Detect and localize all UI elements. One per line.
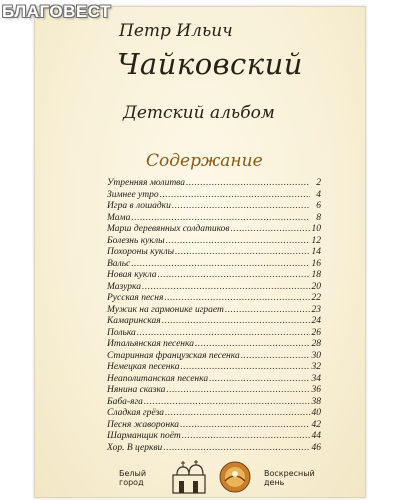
toc-entry bbox=[107, 201, 321, 213]
dot-leader bbox=[182, 431, 310, 443]
toc-entry bbox=[107, 397, 321, 409]
dot-leader bbox=[231, 224, 310, 236]
toc-entry bbox=[107, 339, 321, 351]
table-of-contents bbox=[107, 178, 321, 454]
dot-leader bbox=[180, 420, 310, 432]
dot-leader bbox=[131, 213, 310, 225]
toc-entry-page: 22 bbox=[311, 293, 321, 303]
toc-entry-page: 23 bbox=[311, 304, 321, 315]
toc-entry-page: 16 bbox=[311, 258, 321, 269]
toc-entry bbox=[107, 247, 321, 259]
publisher-voskresnyi-den bbox=[264, 469, 324, 487]
toc-entry bbox=[107, 385, 321, 397]
toc-entry-title: Шарманщик поёт bbox=[107, 431, 181, 441]
toc-entry bbox=[107, 374, 321, 386]
toc-entry bbox=[107, 236, 321, 248]
toc-entry-title: Старинная французская песенка bbox=[107, 350, 240, 361]
publisher-right-line2: день bbox=[264, 478, 285, 487]
dot-leader bbox=[225, 305, 310, 317]
toc-entry-page: 34 bbox=[311, 373, 321, 384]
composer-last-name: Чайковский bbox=[117, 47, 303, 81]
toc-entry-page: 40 bbox=[311, 408, 321, 418]
dot-leader bbox=[163, 443, 310, 455]
toc-entry-page: 42 bbox=[311, 419, 321, 430]
church-logo-icon bbox=[169, 459, 209, 495]
dot-leader bbox=[166, 236, 310, 248]
contents-heading: Содержание bbox=[146, 151, 263, 171]
toc-entry bbox=[107, 213, 321, 225]
dot-leader bbox=[164, 293, 310, 305]
toc-entry bbox=[107, 282, 321, 294]
book-page bbox=[34, 6, 366, 498]
toc-entry-title: Марш деревянных солдатиков bbox=[107, 224, 230, 234]
toc-entry-title: Новая кукла bbox=[107, 270, 157, 280]
toc-entry-page: 2 bbox=[316, 178, 321, 188]
toc-entry-page: 44 bbox=[311, 431, 321, 441]
toc-entry-page: 18 bbox=[311, 270, 321, 280]
dot-leader bbox=[144, 397, 310, 409]
toc-entry-title: Сладкая грёза bbox=[107, 408, 165, 418]
toc-entry-page: 36 bbox=[311, 385, 321, 395]
dot-leader bbox=[142, 282, 310, 294]
toc-entry bbox=[107, 224, 321, 236]
publisher-right-line1: Воскресный bbox=[264, 469, 315, 478]
album-title: Детский альбом bbox=[123, 103, 275, 123]
dot-leader bbox=[137, 328, 310, 340]
toc-entry-page: 12 bbox=[311, 235, 321, 246]
toc-entry-page: 24 bbox=[311, 316, 321, 326]
toc-entry bbox=[107, 443, 321, 455]
dot-leader bbox=[166, 385, 310, 397]
toc-entry bbox=[107, 293, 321, 305]
toc-entry-title: Вальс bbox=[107, 258, 131, 269]
toc-entry-title: Нянина сказка bbox=[107, 385, 166, 395]
toc-entry-title: Немецкая песенка bbox=[107, 362, 180, 372]
toc-entry-title: Мазурка bbox=[107, 281, 141, 292]
dot-leader bbox=[131, 259, 310, 271]
dot-leader bbox=[180, 362, 310, 374]
toc-entry-page: 46 bbox=[311, 442, 321, 453]
dot-leader bbox=[165, 408, 310, 420]
toc-entry-page: 6 bbox=[316, 201, 321, 211]
toc-entry bbox=[107, 362, 321, 374]
toc-entry bbox=[107, 408, 321, 420]
toc-entry-page: 30 bbox=[311, 350, 321, 361]
toc-entry-title: Игра в лошадки bbox=[107, 201, 171, 211]
publisher-left-line1: Белый bbox=[119, 469, 147, 478]
toc-entry-page: 14 bbox=[311, 247, 321, 257]
composer-first-name: Петр Ильич bbox=[119, 21, 233, 41]
toc-entry-title: Баба-яга bbox=[107, 396, 143, 407]
toc-entry bbox=[107, 259, 321, 271]
dot-leader bbox=[162, 316, 310, 328]
toc-entry-title: Камаринская bbox=[107, 316, 161, 326]
toc-entry bbox=[107, 270, 321, 282]
toc-entry-page: 26 bbox=[311, 327, 321, 338]
dot-leader bbox=[160, 190, 310, 202]
dot-leader bbox=[158, 270, 310, 282]
toc-entry-page: 8 bbox=[316, 212, 321, 223]
dot-leader bbox=[241, 351, 310, 363]
toc-entry-title: Болезнь куклы bbox=[107, 235, 165, 246]
toc-entry-title: Неаполитанская песенка bbox=[107, 373, 209, 384]
dot-leader bbox=[195, 339, 310, 351]
dot-leader bbox=[172, 201, 310, 213]
toc-entry-title: Песня жаворонка bbox=[107, 419, 180, 430]
watermark-text: БЛАГОВЕСТ bbox=[2, 2, 111, 21]
toc-entry bbox=[107, 328, 321, 340]
toc-entry-page: 20 bbox=[311, 281, 321, 292]
toc-entry bbox=[107, 305, 321, 317]
toc-entry-title: Итальянская песенка bbox=[107, 339, 194, 349]
toc-entry-page: 28 bbox=[311, 339, 321, 349]
toc-entry-title: Утренняя молитва bbox=[107, 178, 185, 188]
publisher-left-line2: город bbox=[119, 478, 144, 487]
dot-leader bbox=[175, 247, 310, 259]
toc-entry-title: Русская песня bbox=[107, 293, 164, 303]
toc-entry-page: 32 bbox=[311, 362, 321, 372]
toc-entry-title: Зимнее утро bbox=[107, 189, 159, 200]
toc-entry-title: Полька bbox=[107, 327, 136, 338]
toc-entry bbox=[107, 431, 321, 443]
sunday-logo-icon bbox=[215, 459, 255, 495]
toc-entry bbox=[107, 420, 321, 432]
dot-leader bbox=[209, 374, 310, 386]
toc-entry-page: 38 bbox=[311, 396, 321, 407]
toc-entry-page: 10 bbox=[311, 224, 321, 234]
toc-entry bbox=[107, 178, 321, 190]
toc-entry-title: Мужик на гармонике играет bbox=[107, 304, 224, 315]
toc-entry bbox=[107, 351, 321, 363]
toc-entry bbox=[107, 190, 321, 202]
toc-entry-title: Мама bbox=[107, 212, 131, 223]
dot-leader bbox=[186, 178, 310, 190]
toc-entry-page: 4 bbox=[316, 189, 321, 200]
toc-entry-title: Хор. В церкви bbox=[107, 442, 163, 453]
toc-entry-title: Похороны куклы bbox=[107, 247, 175, 257]
toc-entry bbox=[107, 316, 321, 328]
